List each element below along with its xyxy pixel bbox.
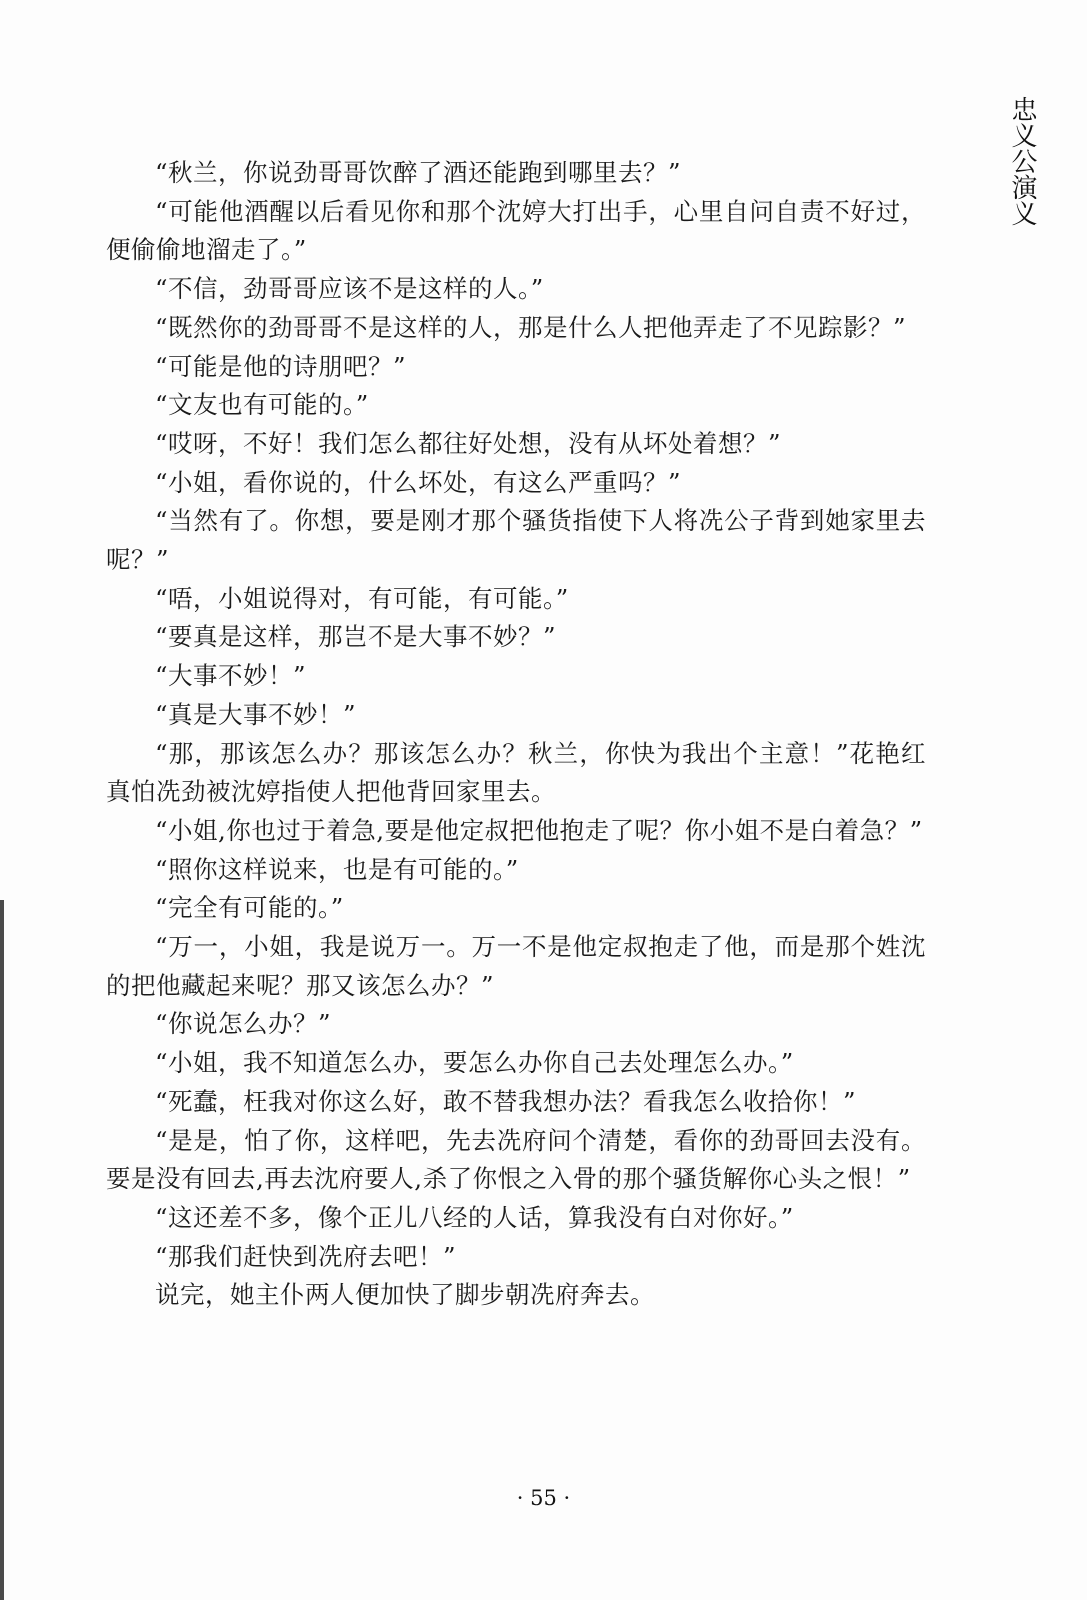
paragraph: “小姐，我不知道怎么办，要怎么办你自己去处理怎么办。” xyxy=(155,1048,794,1078)
paragraph: “不信，劲哥哥应该不是这样的人。” xyxy=(155,274,544,304)
paragraph: “是是，怕了你，这样吧，先去冼府问个清楚，看你的劲哥回去没有。要是没有回去,再去沈府要人,杀了你恨之入骨的那个骚货解你心头之恨！” xyxy=(106,1125,926,1194)
paragraph: “大事不妙！” xyxy=(155,661,307,691)
paragraph: “可能是他的诗朋吧？” xyxy=(155,351,407,381)
paragraph: “死蠢，枉我对你这么好，敢不替我想办法？看我怎么收拾你！” xyxy=(155,1086,857,1116)
paragraph: “那，那该怎么办？那该怎么办？秋兰，你快为我出个主意！”花艳红真怕冼劲被沈婷指使人把他背回家里去。 xyxy=(106,738,926,807)
paragraph: “万一，小姐，我是说万一。万一不是他定叔抱走了他，而是那个姓沈的把他藏起来呢？那又该怎么办？” xyxy=(106,932,926,1000)
paragraph: “小姐,你也过于着急,要是他定叔把他抱走了呢？你小姐不是白着急？” xyxy=(155,815,923,845)
running-title: 忠义公演义 xyxy=(1007,96,1037,226)
paragraph: “秋兰，你说劲哥哥饮醉了酒还能跑到哪里去？” xyxy=(155,158,682,187)
paragraph: “小姐，看你说的，什么坏处，有这么严重吗？” xyxy=(155,467,682,497)
paragraph: “唔，小姐说得对，有可能，有可能。” xyxy=(155,583,569,613)
body-text xyxy=(106,154,926,1315)
paragraph: “真是大事不妙！” xyxy=(155,699,357,729)
paragraph: “这还差不多，像个正儿八经的人话，算我没有白对你好。” xyxy=(155,1202,794,1232)
paragraph: “当然有了。你想，要是刚才那个骚货指使下人将冼公子背到她家里去呢？” xyxy=(106,506,926,575)
paragraph: “要真是这样，那岂不是大事不妙？” xyxy=(155,622,557,652)
paragraph: “完全有可能的。” xyxy=(155,893,344,923)
paragraph: “你说怎么办？” xyxy=(155,1009,332,1039)
paragraph: 说完，她主仆两人便加快了脚步朝冼府奔去。 xyxy=(155,1280,655,1310)
paragraph: “那我们赶快到冼府去吧！” xyxy=(155,1241,457,1271)
paragraph: “哎呀，不好！我们怎么都往好处想，没有从坏处着想？” xyxy=(155,428,782,458)
page-number: · 55 · xyxy=(516,1486,571,1510)
paragraph: “文友也有可能的。” xyxy=(155,390,369,420)
paragraph: “可能他酒醒以后看见你和那个沈婷大打出手，心里自问自责不好过，便偷偷地溜走了。” xyxy=(106,196,926,265)
paragraph: “既然你的劲哥哥不是这样的人，那是什么人把他弄走了不见踪影？” xyxy=(155,312,907,342)
paragraph: “照你这样说来，也是有可能的。” xyxy=(155,854,519,884)
